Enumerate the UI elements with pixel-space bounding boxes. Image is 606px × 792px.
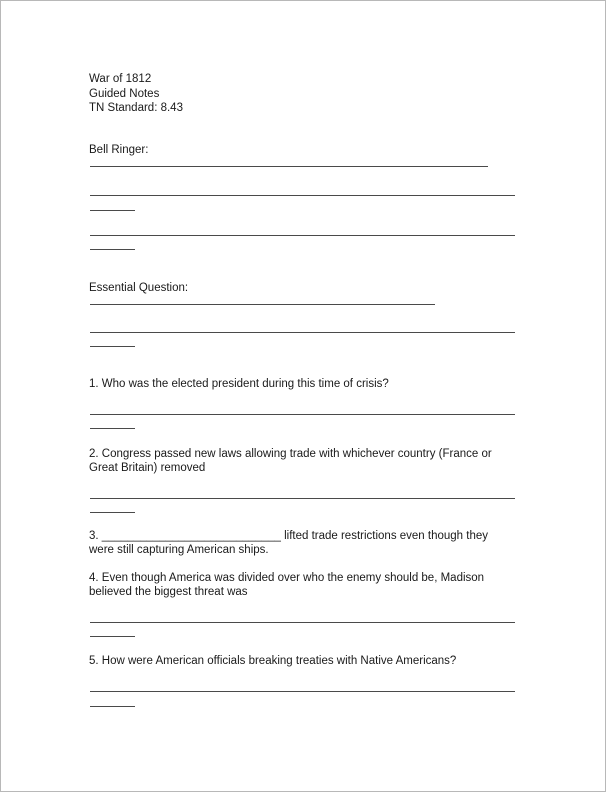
answer-line[interactable] <box>90 622 515 623</box>
question-4-line-2: believed the biggest threat was <box>89 586 248 598</box>
question-5: 5. How were American officials breaking treaties with Native Americans? <box>89 655 457 667</box>
answer-line[interactable] <box>90 304 435 305</box>
answer-line[interactable] <box>90 636 135 637</box>
question-3-line-1 <box>89 529 488 543</box>
bell-ringer-label: Bell Ringer: <box>89 144 149 156</box>
answer-line[interactable] <box>90 346 135 347</box>
answer-line[interactable] <box>90 706 135 707</box>
standard-label: TN Standard: 8.43 <box>89 102 183 114</box>
document-subtitle: Guided Notes <box>89 88 160 100</box>
answer-line[interactable] <box>90 414 515 415</box>
answer-line[interactable] <box>90 512 135 513</box>
question-3-text: lifted trade restrictions even though they <box>284 530 489 542</box>
answer-line[interactable] <box>90 195 515 196</box>
question-2-line-2: Great Britain) removed <box>89 462 206 474</box>
question-4-line-1: 4. Even though America was divided over who the enemy should be, Madison <box>89 572 485 584</box>
answer-line[interactable] <box>90 332 515 333</box>
answer-line[interactable] <box>90 210 135 211</box>
answer-line[interactable] <box>90 235 515 236</box>
answer-line[interactable] <box>90 249 135 250</box>
answer-line[interactable] <box>90 428 135 429</box>
essential-question-label: Essential Question: <box>89 282 189 294</box>
question-1: 1. Who was the elected president during this time of crisis? <box>89 378 389 390</box>
question-3-blank[interactable]: 3. ____________________________ <box>89 530 281 542</box>
question-3-line-2: were still capturing American ships. <box>89 544 269 556</box>
answer-line[interactable] <box>90 498 515 499</box>
answer-line[interactable] <box>90 166 488 167</box>
answer-line[interactable] <box>90 691 515 692</box>
document-title: War of 1812 <box>89 73 152 85</box>
question-2-line-1: 2. Congress passed new laws allowing trade with whichever country (France or <box>89 448 492 460</box>
